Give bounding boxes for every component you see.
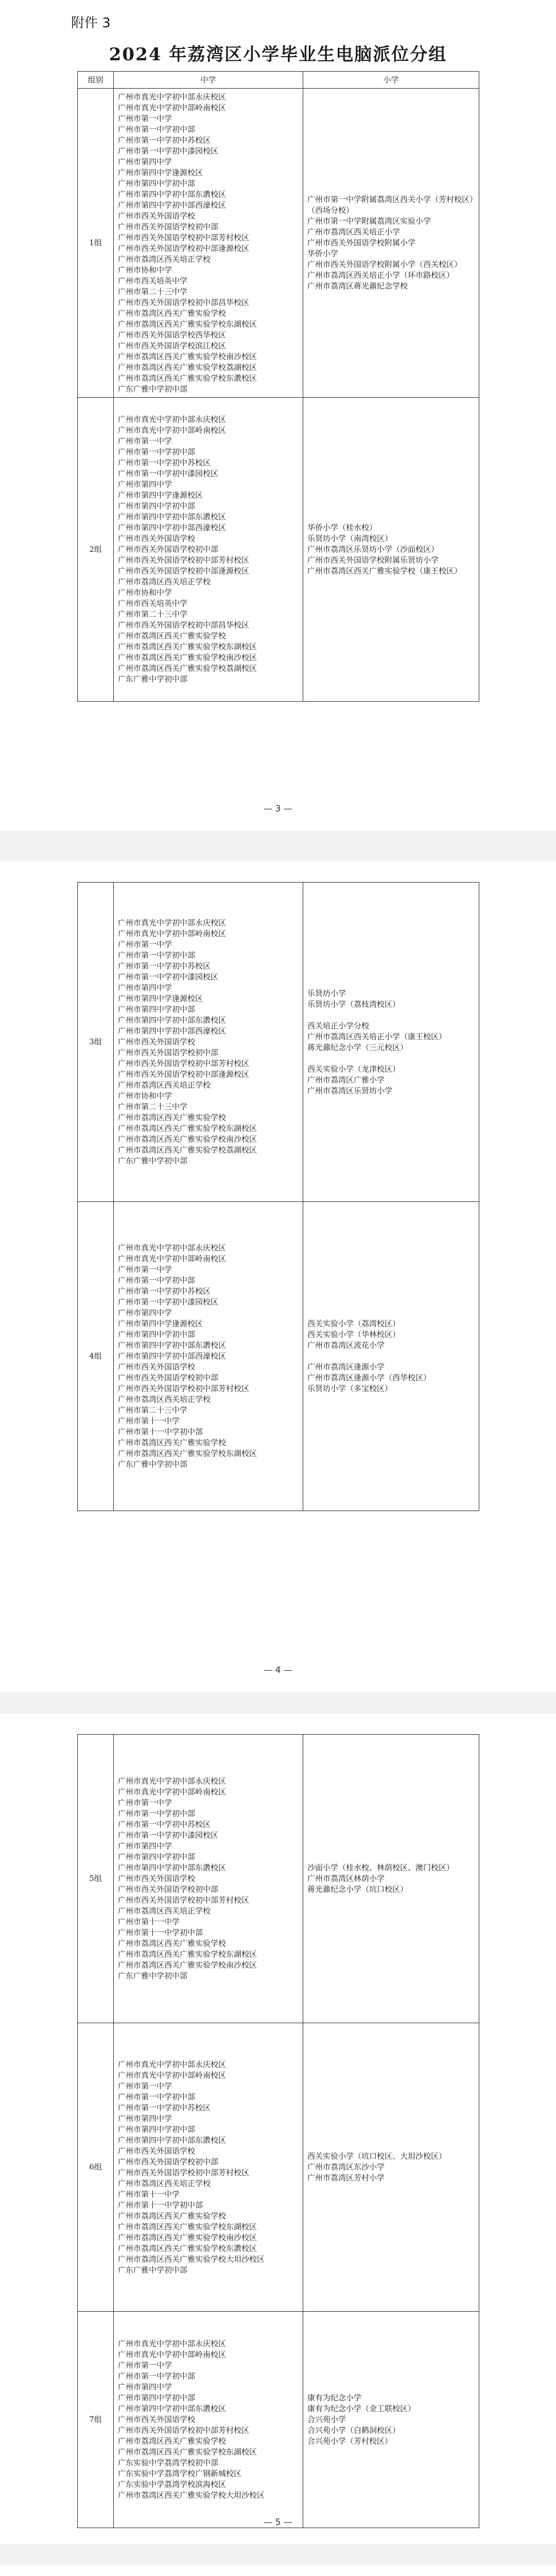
group-name: 3组 xyxy=(78,883,114,1202)
allocation-table-part-2 xyxy=(77,882,479,1511)
document-page-1 xyxy=(0,0,556,831)
header-middle-school: 中学 xyxy=(114,72,303,89)
document-page-2 xyxy=(0,861,556,1692)
primary-school-list: 西关实验小学（坑口校区、大坦沙校区） 广州市荔湾区东沙小学 广州市荔湾区芳村小学 xyxy=(303,2023,479,2312)
group-row xyxy=(78,2023,479,2312)
header-primary-school: 小学 xyxy=(303,72,479,89)
page-number: — 5 — xyxy=(264,2517,292,2528)
middle-school-list: 广州市真光中学初中部永庆校区 广州市真光中学初中部岭南校区 广州市第一中学 广州市第一中学初中部 广州市第一中学初中苏校区 广州市第一中学初中漆园校区 广州市第四中学 广州市第四中学逢源校区 广州市第四中学初中部 广州市第四中学初中部东漖校区 广州市第四中学初中部西濠校区 广州市西关外国语学校 广州市西关外国语学校初中部 广州市西关外国语学校初中部芳村校区 广州市西关外国语学校初中部逢源校区 广州市荔湾区西关培正学校 广州市协和中学 广州市第二十三中学 广州市荔湾区西关广雅实验学校 广州市荔湾区西关广雅实验学校东湖校区 广州市荔湾区西关广雅实验学校南沙校区 广州市荔湾区西关广雅实验学校荔湖校区 广东广雅中学初中部 xyxy=(114,883,303,1202)
middle-school-list: 广州市真光中学初中部永庆校区 广州市真光中学初中部岭南校区 广州市第一中学 广州市第一中学初中部 广州市第一中学初中苏校区 广州市第一中学初中漆园校区 广州市第四中学 广州市第四中学逢源校区 广州市第四中学初中部 广州市第四中学初中部东漖校区 广州市第四中学初中部西濠校区 广州市西关外国语学校 广州市西关外国语学校初中部 广州市西关外国语学校初中部芳村校区 广州市西关外国语学校初中部逢源校区 广州市荔湾区西关培正学校 广州市协和中学 广州市西关培英中学 广州市第二十三中学 广州市西关外国语学校初中部昌华校区 广州市荔湾区西关广雅实验学校 广州市荔湾区西关广雅实验学校东湖校区 广州市西关外国语学校西华校区 广州市西关外国语学校滨江校区 广州市荔湾区西关广雅实验学校南沙校区 广州市荔湾区西关广雅实验学校荔湖校区 广州市荔湾区西关广雅实验学校东漖校区 广东广雅中学初中部 xyxy=(114,89,303,398)
page-number: — 4 — xyxy=(264,1665,292,1675)
document-title: 2024 年荔湾区小学毕业生电脑派位分组 xyxy=(109,44,447,65)
group-name: 1组 xyxy=(78,89,114,398)
group-name: 5组 xyxy=(78,1735,114,2023)
table-header-row xyxy=(78,72,479,89)
document-page-4 xyxy=(0,2566,556,2576)
primary-school-list: 康有为纪念小学 康有为纪念小学（金工联校区） 合兴苑小学 合兴苑小学（白鹤洞校区） 合兴苑小学（芳村校区） xyxy=(303,2312,479,2528)
page-number: — 3 — xyxy=(264,804,292,814)
group-row xyxy=(78,398,479,702)
middle-school-list: 广州市真光中学初中部永庆校区 广州市真光中学初中部岭南校区 广州市第一中学 广州市第一中学初中部 广州市第一中学初中苏校区 广州市第一中学初中漆园校区 广州市第四中学 广州市第四中学逢源校区 广州市第四中学初中部 广州市第四中学初中部东漖校区 广州市第四中学初中部西濠校区 广州市西关外国语学校 广州市西关外国语学校初中部 广州市西关外国语学校初中部芳村校区 广州市西关外国语学校初中部逢源校区 广州市荔湾区西关培正学校 广州市协和中学 广州市西关培英中学 广州市第二十三中学 广州市西关外国语学校初中部昌华校区 广州市荔湾区西关广雅实验学校 广州市荔湾区西关广雅实验学校东湖校区 广州市荔湾区西关广雅实验学校南沙校区 广州市荔湾区西关广雅实验学校荔湖校区 广东广雅中学初中部 xyxy=(114,398,303,702)
group-name: 6组 xyxy=(78,2023,114,2312)
group-row xyxy=(78,883,479,1202)
primary-school-list: 西关实验小学（荔湾校区） 西关实验小学（华林校区） 广州市荔湾区流花小学 广州市荔湾区逢源小学 广州市荔湾区逢源小学（西华校区） 乐贤坊小学（多宝校区） xyxy=(303,1202,479,1511)
primary-school-list: 广州市第一中学附属荔湾区西关小学（芳村校区）（西场分校） 广州市第一中学附属荔湾区实验小学 广州市荔湾区西关培正小学 广州市西关外国语学校附属小学 华侨小学 广州市西关外国语学校附属小学（西关校区） 广州市荔湾区西关培正小学（环市路校区） 广州市荔湾区蒋光鼐纪念学校 xyxy=(303,89,479,398)
group-name: 7组 xyxy=(78,2312,114,2528)
header-group: 组别 xyxy=(78,72,114,89)
middle-school-list: 广州市真光中学初中部永庆校区 广州市真光中学初中部岭南校区 广州市第一中学 广州市第一中学初中部 广州市第一中学初中苏校区 广州市第一中学初中漆园校区 广州市第四中学 广州市第四中学逢源校区 广州市第四中学初中部 广州市第四中学初中部东漖校区 广州市第四中学初中部西濠校区 广州市西关外国语学校 广州市西关外国语学校初中部 广州市西关外国语学校初中部芳村校区 广州市荔湾区西关培正学校 广州市第二十三中学 广州市第十一中学 广州市第十一中学初中部 广州市荔湾区西关广雅实验学校 广州市荔湾区西关广雅实验学校东湖校区 广东广雅中学初中部 xyxy=(114,1202,303,1511)
middle-school-list: 广州市真光中学初中部永庆校区 广州市真光中学初中部岭南校区 广州市第一中学 广州市第一中学初中部 广州市第四中学 广州市第四中学初中部 广州市第四中学初中部东漖校区 广州市西关外国语学校 广州市西关外国语学校初中部芳村校区 广州市荔湾区西关广雅实验学校 广州市荔湾区西关广雅实验学校东湖校区 广东实验中学荔湾学校初中部 广东实验中学荔湾学校广钢新城校区 广东实验中学荔湾学校滨海校区 广州市荔湾区西关广雅实验学校大坦沙校区 xyxy=(114,2312,303,2528)
middle-school-list: 广州市真光中学初中部永庆校区 广州市真光中学初中部岭南校区 广州市第一中学 广州市第一中学初中部 广州市第一中学初中苏校区 广州市第四中学 广州市第四中学初中部 广州市第四中学初中部东漖校区 广州市西关外国语学校 广州市西关外国语学校初中部 广州市西关外国语学校初中部芳村校区 广州市荔湾区西关培正学校 广州市第十一中学 广州市第十一中学初中部 广州市荔湾区西关广雅实验学校 广州市荔湾区西关广雅实验学校东湖校区 广州市荔湾区西关广雅实验学校南沙校区 广州市荔湾区西关广雅实验学校东漖校区 广州市荔湾区西关广雅实验学校大坦沙校区 广东广雅中学初中部 xyxy=(114,2023,303,2312)
primary-school-list: 华侨小学（桂水校） 乐贤坊小学（南湾校区） 广州市荔湾区乐贤坊小学（沙面校区） 广州市西关外国语学校附属乐贤坊小学 广州市荔湾区西关广雅实验学校（康王校区） xyxy=(303,398,479,702)
allocation-table-part-3 xyxy=(77,1734,479,2528)
allocation-table-part-1 xyxy=(77,71,479,702)
document-page-3 xyxy=(0,1714,556,2544)
group-row xyxy=(78,1202,479,1511)
group-row xyxy=(78,2312,479,2528)
group-row xyxy=(78,89,479,398)
group-name: 2组 xyxy=(78,398,114,702)
group-name: 4组 xyxy=(78,1202,114,1511)
primary-school-list: 沙面小学（桂水校、林荫校区、澳门校区） 广州市荔湾区林荫小学 蒋光鼐纪念小学（坑口校区） xyxy=(303,1735,479,2023)
primary-school-list: 乐贤坊小学 乐贤坊小学（荔枝湾校区） 西关培正小学分校 广州市荔湾区西关培正小学（康王校区） 蒋光鼐纪念小学（三元校区） 西关实验小学（龙津校区） 广州市荔湾区广雅小学 广州市荔湾区乐贤坊小学 xyxy=(303,883,479,1202)
group-row xyxy=(78,1735,479,2023)
attachment-label: 附件 3 xyxy=(71,15,111,31)
middle-school-list: 广州市真光中学初中部永庆校区 广州市真光中学初中部岭南校区 广州市第一中学 广州市第一中学初中部 广州市第一中学初中苏校区 广州市第一中学初中漆园校区 广州市第四中学 广州市第四中学初中部 广州市第四中学初中部东漖校区 广州市西关外国语学校 广州市西关外国语学校初中部 广州市西关外国语学校初中部芳村校区 广州市荔湾区西关培正学校 广州市第十一中学 广州市第十一中学初中部 广州市荔湾区西关广雅实验学校 广州市荔湾区西关广雅实验学校东湖校区 广州市荔湾区西关广雅实验学校南沙校区 广东广雅中学初中部 xyxy=(114,1735,303,2023)
